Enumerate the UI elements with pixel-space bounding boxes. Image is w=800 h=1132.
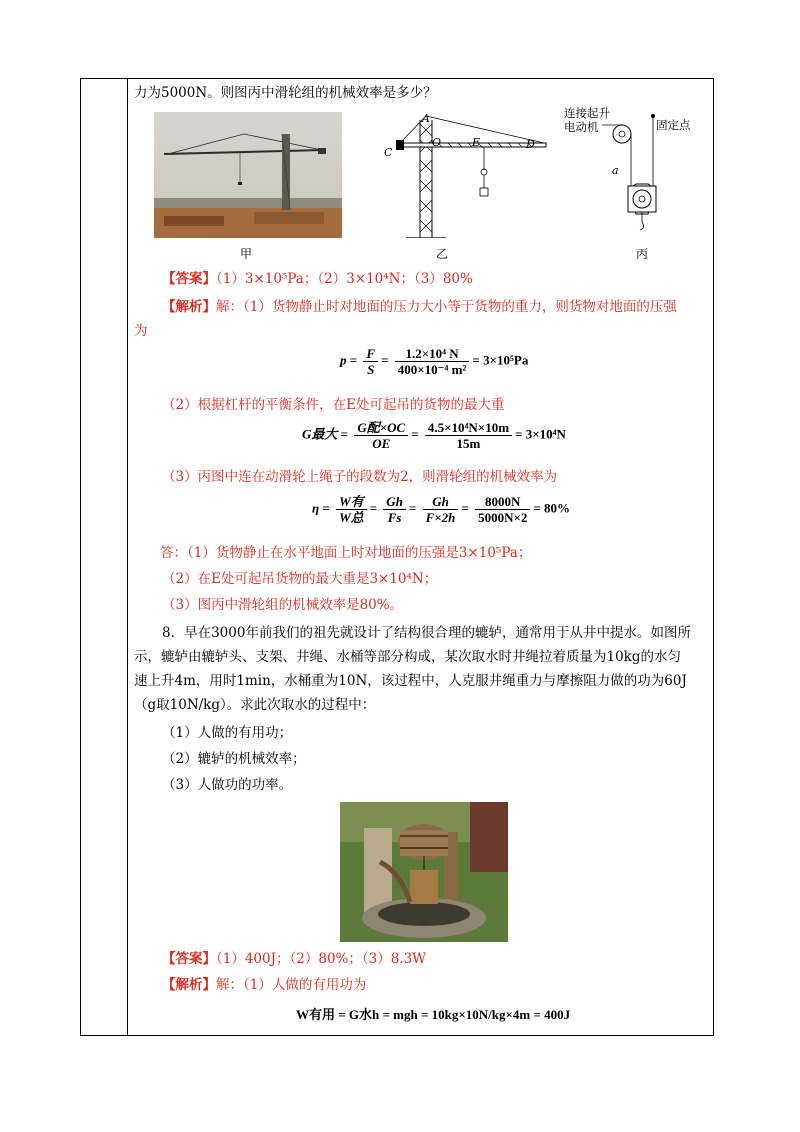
q7-analysis-line1 bbox=[162, 296, 677, 318]
f2-lhs: G最大 bbox=[302, 426, 338, 442]
f2-frac1-num: G配×OC bbox=[354, 420, 408, 436]
figure-bing-caption: 丙 bbox=[636, 247, 649, 261]
f3-frac1-den: W总 bbox=[339, 510, 364, 525]
f1-frac2-den: 400×10⁻⁴ m² bbox=[397, 362, 467, 377]
f3-result: 80% bbox=[544, 500, 571, 516]
label-fixed-point: 固定点 bbox=[656, 118, 691, 132]
crane-photo bbox=[154, 112, 342, 238]
f3-frac3-num: Gh bbox=[423, 494, 459, 510]
f1-result: 3×10⁵Pa bbox=[483, 352, 529, 368]
formula-max-weight: G最大 = $\frac{\text{G配×OC}}{OE}$ = $\frac{\text{4.5×10⁴N×10m}}{15m}$ = 3×10⁴N bbox=[302, 420, 566, 451]
f2-frac2-den: 15m bbox=[456, 436, 481, 451]
analysis-tag: 【解析】 bbox=[162, 977, 216, 993]
f2-result: 3×10⁴N bbox=[525, 426, 566, 442]
analysis-tag: 【解析】 bbox=[162, 299, 216, 315]
q8-text-line4: （g取10N/kg）。求此次取水的过程中： bbox=[134, 697, 376, 713]
f3-frac4-den: 5000N×2 bbox=[478, 510, 528, 525]
q7-answer bbox=[162, 268, 473, 290]
q8-analysis-line1 bbox=[162, 974, 366, 996]
answer-tag: 【答案】 bbox=[162, 271, 216, 287]
q7-analysis-text1: 解：（1）货物静止时对地面的压力大小等于货物的重力，则货物对地面的压强 bbox=[216, 299, 677, 315]
answer-tag: 【答案】 bbox=[162, 951, 216, 967]
label-A: A bbox=[422, 112, 430, 125]
q7-answer-text: （1）3×10⁵Pa；（2）3×10⁴N；（3）80% bbox=[216, 271, 473, 287]
q7-tail-text: 力为5000N。则图丙中滑轮组的机械效率是多少？ bbox=[134, 85, 437, 101]
q7-final-answer-1: 答：（1）货物静止在水平地面上时对地面的压强是3×10⁵Pa； bbox=[160, 545, 532, 561]
q7-analysis-line1b: 为 bbox=[134, 323, 148, 339]
f2-frac2-num: 4.5×10⁴N×10m bbox=[425, 420, 512, 436]
label-O: O bbox=[432, 136, 442, 149]
windlass-photo bbox=[340, 802, 508, 942]
q7-analysis-line2: （2）根据杠杆的平衡条件，在E处可起吊的货物的最大重 bbox=[162, 397, 505, 413]
f3-frac2-num: Gh bbox=[383, 494, 406, 510]
f3-frac1-num: W有 bbox=[336, 494, 367, 510]
figure-yi-caption: 乙 bbox=[436, 247, 449, 261]
f2-frac1-den: OE bbox=[372, 436, 391, 451]
table-column-divider bbox=[127, 79, 128, 1035]
f1-lhs: p bbox=[340, 352, 347, 368]
f3-lhs: η bbox=[312, 500, 320, 516]
label-motor-line1: 连接起升 bbox=[564, 106, 610, 120]
q7-analysis-line3: （3）丙图中连在动滑轮上绳子的段数为2，则滑轮组的机械效率为 bbox=[162, 469, 558, 485]
formula-efficiency: η = $\frac{\text{W有}}{\text{W总}}$ = $\frac{Gh}{Fs}$ = $\frac{Gh}{F\times 2h}$ = $\frac{8000N}{5000N\times 2}$ = 80% bbox=[312, 494, 571, 525]
q8-sub1: （1）人做的有用功； bbox=[162, 725, 293, 741]
q7-final-answer-3: （3）图丙中滑轮组的机械效率是80%。 bbox=[162, 597, 404, 613]
label-motor-line2: 电动机 bbox=[564, 120, 599, 134]
f1-frac2-num: 1.2×10⁴ N bbox=[395, 346, 470, 362]
label-a: a bbox=[612, 164, 619, 177]
q8-text-line2: 示，辘轳由辘轳头、支架、井绳、水桶等部分构成，某次取水时井绳拉着质量为10kg的水匀 bbox=[134, 649, 681, 665]
f3-frac4-num: 8000N bbox=[475, 494, 530, 510]
q8-answer-text: （1）400J；（2）80%；（3）8.3W bbox=[216, 951, 427, 967]
q8-answer bbox=[162, 948, 426, 970]
label-C: C bbox=[384, 146, 393, 159]
q8-sub2: （2）辘轳的机械效率； bbox=[162, 751, 306, 767]
f3-frac2-den: Fs bbox=[387, 510, 402, 525]
f3-frac3-den: F×2h bbox=[425, 510, 456, 525]
label-D: D bbox=[526, 138, 535, 151]
formula-useful-work: W有用 = G水h = mgh = 10kg×10N/kg×4m = 400J bbox=[296, 1007, 571, 1022]
q7-final-answer-2: （2）在E处可起吊货物的最大重是3×10⁴N； bbox=[162, 571, 438, 587]
q8-sub3: （3）人做功的功率。 bbox=[162, 777, 293, 793]
label-E: E bbox=[472, 136, 481, 149]
crane-diagram bbox=[378, 110, 550, 238]
label-motor bbox=[564, 106, 610, 134]
formula-pressure: p = $\frac{F}{S}$ = $\frac{\text{1.2×10⁴ N}}{\text{400×10⁻⁴ m²}}$ = 3×10⁵Pa bbox=[340, 346, 529, 377]
q8-analysis-text1: 解：（1）人做的有用功为 bbox=[216, 977, 367, 993]
f1-frac1-num: F bbox=[363, 346, 378, 362]
f1-frac1-den: S bbox=[367, 362, 375, 377]
figure-jia-caption: 甲 bbox=[240, 247, 253, 261]
q8-text-line3: 速上升4m，用时1min，水桶重为10N，该过程中，人克服井绳重力与摩擦阻力做的功为60J bbox=[134, 673, 687, 689]
q8-text-line1: 8．早在3000年前我们的祖先就设计了结构很合理的辘轳，通常用于从井中提水。如图所 bbox=[162, 625, 691, 641]
